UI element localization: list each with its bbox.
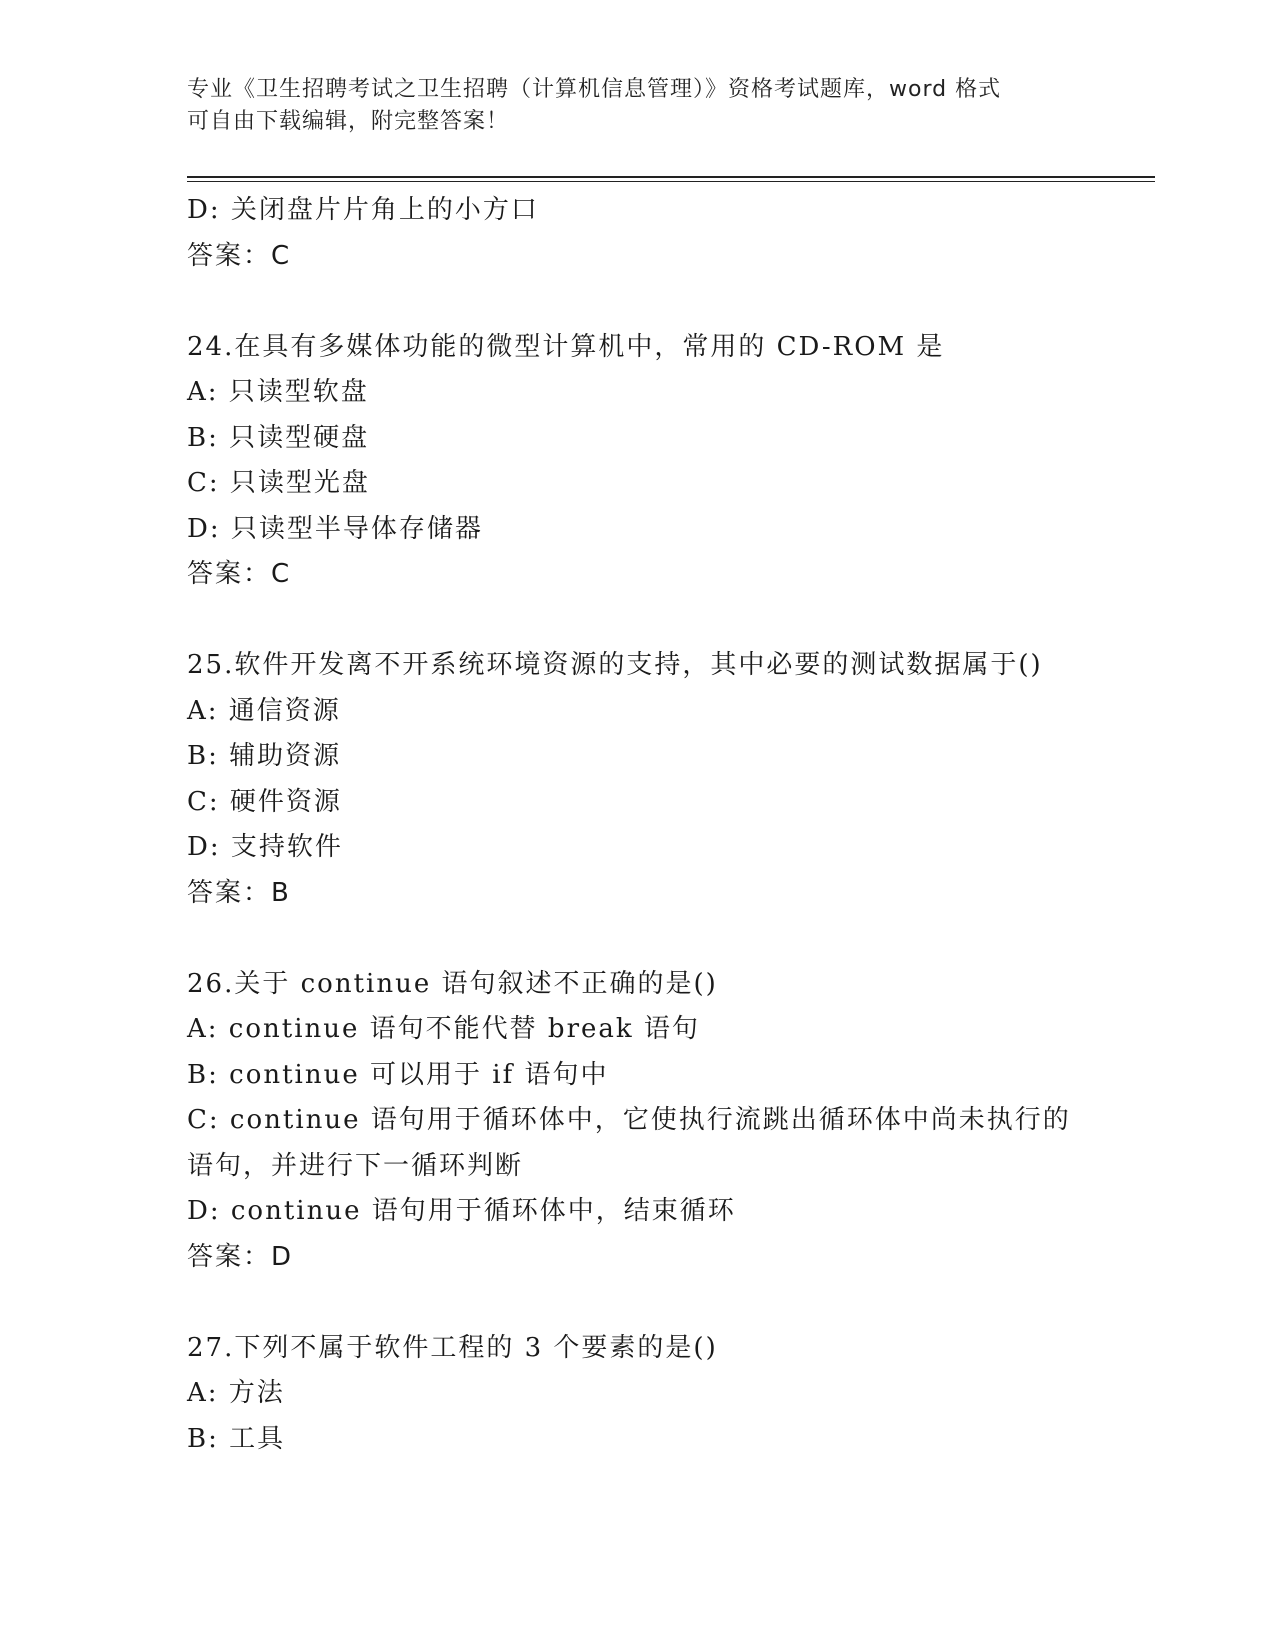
header-divider-thin bbox=[187, 181, 1155, 182]
spacer bbox=[187, 1280, 1087, 1326]
spacer bbox=[187, 598, 1087, 644]
option-d: D: 支持软件 bbox=[187, 832, 343, 862]
option-c-continued: 语句，并进行下一循环判断 bbox=[187, 1150, 524, 1181]
option-b: B: 只读型硬盘 bbox=[187, 422, 370, 453]
option-c: C: 硬件资源 bbox=[187, 786, 342, 817]
question-26 bbox=[187, 962, 1087, 1281]
header-line-2: 可自由下载编辑，附完整答案！ bbox=[187, 109, 510, 134]
answer-line: 答案：C bbox=[187, 240, 292, 271]
option-d: D: 关闭盘片片角上的小方口 bbox=[187, 195, 539, 225]
document-header bbox=[187, 74, 1067, 138]
question-stem: 26.关于 continue 语句叙述不正确的是() bbox=[187, 968, 718, 999]
question-stem: 24.在具有多媒体功能的微型计算机中，常用的 CD-ROM 是 bbox=[187, 331, 945, 362]
header-divider-thick bbox=[187, 176, 1155, 178]
answer-line: 答案：B bbox=[187, 877, 291, 908]
option-b: B: 辅助资源 bbox=[187, 741, 342, 771]
header-line-1: 专业《卫生招聘考试之卫生招聘（计算机信息管理）》资格考试题库，word 格式 bbox=[187, 77, 1002, 102]
spacer bbox=[187, 916, 1087, 962]
option-b: B: 工具 bbox=[187, 1423, 286, 1454]
question-stem: 27.下列不属于软件工程的 3 个要素的是() bbox=[187, 1332, 718, 1363]
option-b: B: continue 可以用于 if 语句中 bbox=[187, 1059, 609, 1090]
question-25 bbox=[187, 643, 1087, 916]
question-24 bbox=[187, 325, 1087, 598]
question-list bbox=[187, 188, 1087, 1462]
option-d: D: 只读型半导体存储器 bbox=[187, 513, 483, 544]
question-27 bbox=[187, 1326, 1087, 1463]
option-d: D: continue 语句用于循环体中，结束循环 bbox=[187, 1196, 736, 1226]
spacer bbox=[187, 279, 1087, 325]
option-a: A: continue 语句不能代替 break 语句 bbox=[187, 1014, 700, 1044]
question-stem: 25.软件开发离不开系统环境资源的支持，其中必要的测试数据属于() bbox=[187, 650, 1043, 680]
option-c: C: continue 语句用于循环体中，它使执行流跳出循环体中尚未执行的 bbox=[187, 1105, 1071, 1135]
previous-question-tail bbox=[187, 188, 1087, 279]
answer-line: 答案：C bbox=[187, 559, 292, 589]
option-a: A: 只读型软盘 bbox=[187, 377, 369, 407]
option-a: A: 通信资源 bbox=[187, 695, 341, 726]
answer-line: 答案：D bbox=[187, 1241, 294, 1272]
option-c: C: 只读型光盘 bbox=[187, 468, 370, 498]
option-a: A: 方法 bbox=[187, 1378, 285, 1408]
